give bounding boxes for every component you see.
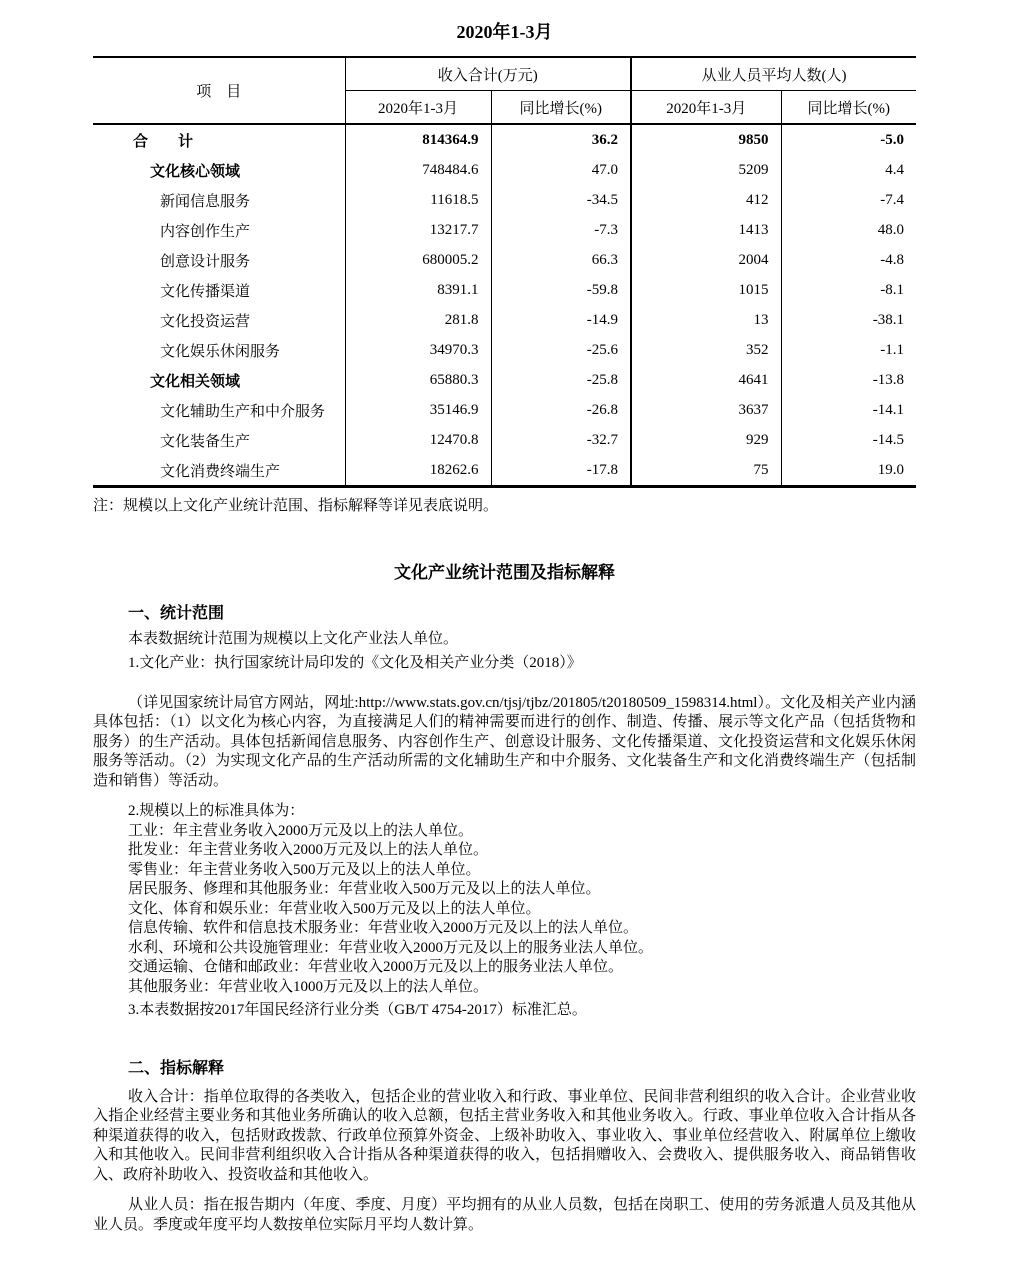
table-row xyxy=(93,395,916,425)
row-value: 3637 xyxy=(631,395,781,425)
row-value: 13217.7 xyxy=(345,215,491,245)
page-title: 2020年1-3月 xyxy=(456,22,553,42)
paragraph-industry-classification: 3.本表数据按2017年国民经济行业分类（GB/T 4754-2017）标准汇总。 xyxy=(128,1002,587,1018)
col-subheader-income-growth: 同比增长(%) xyxy=(491,91,631,125)
row-label: 内容创作生产 xyxy=(160,223,251,240)
row-value: 36.2 xyxy=(491,124,631,155)
row-value: 1413 xyxy=(631,215,781,245)
stats-table xyxy=(93,56,916,488)
row-value: 5209 xyxy=(631,155,781,185)
table-row xyxy=(93,455,916,487)
paragraph-standards-intro: 2.规模以上的标准具体为： xyxy=(128,803,305,819)
paragraph-scope: 本表数据统计范围为规模以上文化产业法人单位。 xyxy=(128,630,459,647)
row-value: 2004 xyxy=(631,245,781,275)
explain-title: 文化产业统计范围及指标解释 xyxy=(394,562,615,582)
paragraph-income-definition: 收入合计：指单位取得的各类收入，包括企业的营业收入和行政、事业单位、民间非营利组织的收入合计。企业营业收入指企业经营主要业务和其他业务所确认的收入总额，包括主营业务收入和其他业务收入。行政、事业单位收入合计指从各种渠道获得的收入，包括财政拨款、行政单位预算外资金、上级补助收入、事业收入、事业单位经营收入、附属单位上缴收入和其他收入。民间非营利组织收入合计指从各种渠道获得的收入，包括捐赠收入、会费收入、提供服务收入、商品销售收入、政府补助收入、投资收益和其他收入。 xyxy=(93,1088,916,1183)
row-value: 4641 xyxy=(631,365,781,395)
row-value: 13 xyxy=(631,305,781,335)
table-group-header-row xyxy=(93,57,916,91)
row-value: 8391.1 xyxy=(345,275,491,305)
row-value: 47.0 xyxy=(491,155,631,185)
table-row xyxy=(93,155,916,185)
table-row xyxy=(93,425,916,455)
standard-line: 信息传输、软件和信息技术服务业：年营业收入2000万元及以上的法人单位。 xyxy=(128,920,639,936)
row-value: 281.8 xyxy=(345,305,491,335)
row-value: 11618.5 xyxy=(345,185,491,215)
standard-line: 水利、环境和公共设施管理业：年营业收入2000万元及以上的服务业法人单位。 xyxy=(128,939,654,956)
row-value: 4.4 xyxy=(781,155,916,185)
col-subheader-employees-growth: 同比增长(%) xyxy=(781,91,916,125)
table-row xyxy=(93,215,916,245)
standards-block xyxy=(93,802,916,997)
row-value: 12470.8 xyxy=(345,425,491,455)
row-value: -26.8 xyxy=(491,395,631,425)
paragraph-classification-standard: 1.文化产业：执行国家统计局印发的《文化及相关产业分类（2018）》 xyxy=(128,655,582,671)
row-value: 48.0 xyxy=(781,215,916,245)
row-value: -14.9 xyxy=(491,305,631,335)
table-row xyxy=(93,275,916,305)
row-value: -7.4 xyxy=(781,185,916,215)
col-subheader-employees-period: 2020年1-3月 xyxy=(631,91,781,125)
row-value: 19.0 xyxy=(781,455,916,487)
row-label: 文化消费终端生产 xyxy=(160,463,281,480)
row-value: -7.3 xyxy=(491,215,631,245)
row-value: -5.0 xyxy=(781,124,916,155)
row-value: -1.1 xyxy=(781,335,916,365)
row-value: 1015 xyxy=(631,275,781,305)
section1-heading: 一、统计范围 xyxy=(128,604,225,622)
row-value: 35146.9 xyxy=(345,395,491,425)
row-value: -13.8 xyxy=(781,365,916,395)
row-label: 创意设计服务 xyxy=(160,253,251,270)
table-row xyxy=(93,185,916,215)
col-header-item: 项 目 xyxy=(93,57,345,124)
row-value: -38.1 xyxy=(781,305,916,335)
paragraph-employees-definition: 从业人员：指在报告期内（年度、季度、月度）平均拥有的从业人员数，包括在岗职工、使用的劳务派遣人员及其他从业人员。季度或年度平均人数按单位实际月平均人数计算。 xyxy=(93,1197,916,1233)
row-label: 文化传播渠道 xyxy=(160,283,251,300)
table-row xyxy=(93,365,916,395)
row-value: 34970.3 xyxy=(345,335,491,365)
row-value: 412 xyxy=(631,185,781,215)
standard-line: 交通运输、仓储和邮政业：年营业收入2000万元及以上的服务业法人单位。 xyxy=(128,959,624,975)
row-label: 文化核心领域 xyxy=(150,163,241,180)
section2-heading: 二、指标解释 xyxy=(128,1059,225,1077)
col-subheader-income-period: 2020年1-3月 xyxy=(345,91,491,125)
row-value: 748484.6 xyxy=(345,155,491,185)
table-row xyxy=(93,305,916,335)
row-value: 680005.2 xyxy=(345,245,491,275)
row-value: -14.1 xyxy=(781,395,916,425)
row-value: -59.8 xyxy=(491,275,631,305)
table-row xyxy=(93,245,916,275)
row-value: 65880.3 xyxy=(345,365,491,395)
row-value: 352 xyxy=(631,335,781,365)
row-value: -4.8 xyxy=(781,245,916,275)
table-row xyxy=(93,335,916,365)
standard-line: 居民服务、修理和其他服务业：年营业收入500万元及以上的法人单位。 xyxy=(128,881,601,897)
row-value: 9850 xyxy=(631,124,781,155)
row-value: -25.6 xyxy=(491,335,631,365)
row-label: 文化投资运营 xyxy=(160,313,251,330)
row-label: 文化娱乐休闲服务 xyxy=(160,343,281,360)
row-label: 文化装备生产 xyxy=(160,433,251,450)
standard-line: 批发业：年主营业务收入2000万元及以上的法人单位。 xyxy=(128,842,489,858)
col-group-income: 收入合计(万元) xyxy=(345,57,631,91)
row-value: -8.1 xyxy=(781,275,916,305)
row-value: 929 xyxy=(631,425,781,455)
standard-line: 工业：年主营业务收入2000万元及以上的法人单位。 xyxy=(128,822,474,839)
row-value: -25.8 xyxy=(491,365,631,395)
paragraph-classification-detail: （详见国家统计局官方网站，网址:http://www.stats.gov.cn/tjsj/tjbz/201805/t20180509_1598314.html）。文化及相关产业内涵具体包括：（1）以文化为核心内容，为直接满足人们的精神需要而进行的创作、制造、传播、展示等文化产品（包括货物和服务）的生产活动。具体包括新闻信息服务、内容创作生产、创意设计服务、文化传播渠道、文化投资运营和文化娱乐休闲服务等活动。（2）为实现文化产品的生产活动所需的文化辅助生产和中介服务、文化装备生产和文化消费终端生产（包括制造和销售）等活动。 xyxy=(93,694,916,789)
row-label: 文化相关领域 xyxy=(150,373,241,390)
standard-line: 零售业：年主营业务收入500万元及以上的法人单位。 xyxy=(128,861,481,878)
table-note: 注：规模以上文化产业统计范围、指标解释等详见表底说明。 xyxy=(93,498,499,514)
table-row xyxy=(93,124,916,155)
row-value: 18262.6 xyxy=(345,455,491,487)
row-value: -32.7 xyxy=(491,425,631,455)
row-value: -14.5 xyxy=(781,425,916,455)
row-label: 合 计 xyxy=(133,133,194,150)
col-group-employees: 从业人员平均人数(人) xyxy=(631,57,916,91)
row-value: 66.3 xyxy=(491,245,631,275)
row-value: 75 xyxy=(631,455,781,487)
standard-line: 文化、体育和娱乐业：年营业收入500万元及以上的法人单位。 xyxy=(128,900,541,917)
row-value: -34.5 xyxy=(491,185,631,215)
row-label: 文化辅助生产和中介服务 xyxy=(160,403,326,420)
standard-line: 其他服务业：年营业收入1000万元及以上的法人单位。 xyxy=(128,978,489,995)
row-label: 新闻信息服务 xyxy=(160,193,251,210)
row-value: -17.8 xyxy=(491,455,631,487)
row-value: 814364.9 xyxy=(345,124,491,155)
